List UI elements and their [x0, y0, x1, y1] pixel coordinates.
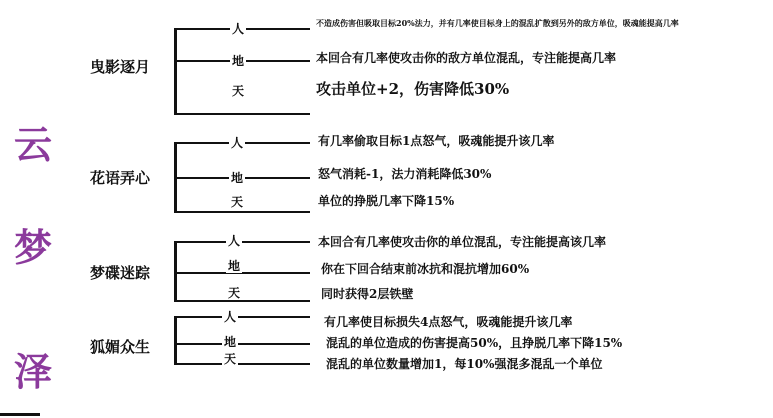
group-2-desc-tian: 单位的挣脱几率下降15% [318, 194, 455, 208]
group-4-tier-ren: 人 [224, 310, 237, 324]
group-1-tier-di: 地 [232, 54, 245, 68]
group-4-tier-di: 地 [224, 335, 237, 349]
group-1-desc-di: 本回合有几率使攻击你的敌方单位混乱，专注能提高几率 [316, 51, 617, 65]
group-4-tier-tian: 天 [224, 352, 237, 366]
side-title-char-1: 云 [14, 122, 53, 167]
group-4-connector [174, 316, 177, 364]
group-3-connector [174, 241, 177, 301]
group-2-tier-ren: 人 [231, 136, 244, 150]
group-3-name: 梦碟迷踪 [90, 264, 151, 282]
group-4-line-tian [174, 363, 310, 365]
group-1-name: 曳影逐月 [90, 58, 151, 76]
group-3-tier-di: 地 [228, 259, 241, 273]
side-title-char-2: 梦 [14, 225, 53, 270]
group-2-name: 花语弄心 [90, 169, 151, 187]
group-2-desc-ren: 有几率偷取目标1点怒气，吸魂能提升该几率 [318, 134, 555, 148]
group-1-desc-tian: 攻击单位+2，伤害降低30% [316, 80, 510, 98]
group-2-tier-di: 地 [231, 171, 244, 185]
group-4-desc-ren: 有几率使目标损失4点怒气，吸魂能提升该几率 [324, 315, 573, 329]
group-4-line-ren [174, 316, 310, 318]
group-4-desc-tian: 混乱的单位数量增加1，每10%强混多混乱一个单位 [326, 357, 603, 371]
group-4-desc-di: 混乱的单位造成的伤害提高50%，且挣脱几率下降15% [326, 336, 623, 350]
group-2-line-tian [174, 211, 310, 213]
bottom-stub-line [0, 413, 40, 416]
group-1-connector [174, 28, 177, 114]
group-4-line-di [174, 343, 310, 345]
group-1-line-tian [174, 113, 310, 115]
group-1-tier-ren: 人 [232, 22, 245, 36]
group-4-name: 狐媚众生 [90, 338, 151, 356]
side-title-char-3: 泽 [14, 349, 53, 394]
group-3-desc-di: 你在下回合结束前冰抗和混抗增加60% [321, 262, 530, 276]
group-3-desc-tian: 同时获得2层铁壁 [321, 287, 414, 301]
group-2-tier-tian: 天 [231, 195, 244, 209]
group-3-line-tian [174, 300, 310, 302]
group-3-tier-ren: 人 [228, 234, 241, 248]
group-3-desc-ren: 本回合有几率使攻击你的单位混乱，专注能提高该几率 [318, 235, 607, 249]
group-2-desc-di: 怒气消耗-1，法力消耗降低30% [318, 167, 492, 181]
group-1-desc-ren: 不造成伤害但吸取目标20%法力，并有几率使目标身上的混乱扩散到另外的敌方单位，吸魂能提高几率 [316, 18, 679, 28]
group-3-tier-tian: 天 [228, 286, 241, 300]
group-1-tier-tian: 天 [232, 84, 245, 98]
